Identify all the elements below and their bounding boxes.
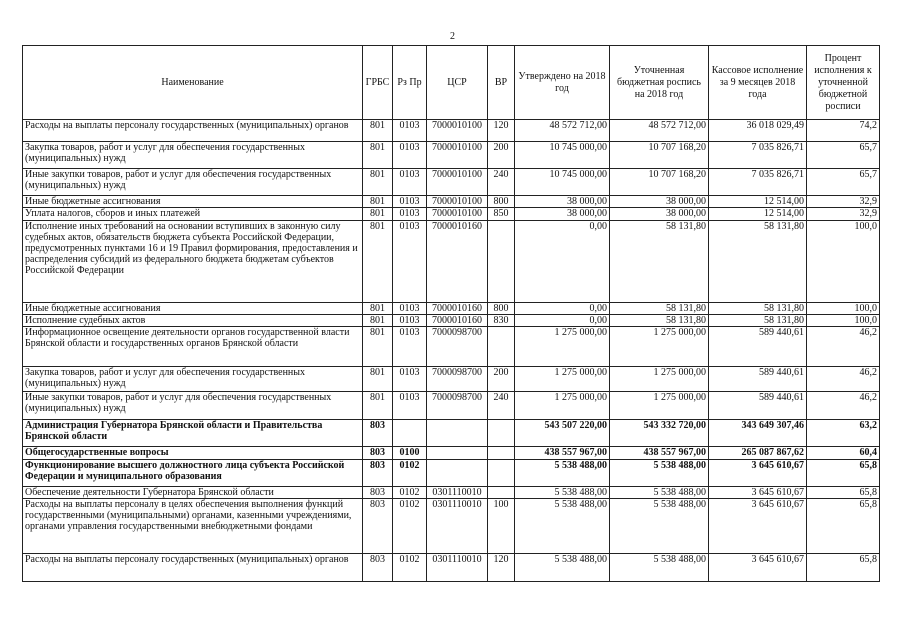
cell-vr: 200: [488, 142, 515, 169]
cell-name: Уплата налогов, сборов и иных платежей: [23, 208, 363, 221]
cell-approved: 0,00: [515, 221, 610, 303]
cell-cash: 12 514,00: [709, 196, 807, 208]
cell-name: Расходы на выплаты персоналу в целях обеспечения выполнения функций государственными (муниципальными) органами, казенными учреждениями, органами управления государственными внебюджетными фондами: [23, 499, 363, 554]
cell-percent: 65,7: [807, 142, 880, 169]
cell-csr: 7000010160: [427, 315, 488, 327]
cell-cash: 36 018 029,49: [709, 120, 807, 142]
cell-cash: 265 087 867,62: [709, 447, 807, 460]
cell-csr: 7000010100: [427, 169, 488, 196]
table-row: [23, 499, 880, 554]
cell-rz-pr: 0102: [393, 460, 427, 487]
cell-grbs: 801: [363, 315, 393, 327]
table-row: [23, 392, 880, 420]
cell-cash: 3 645 610,67: [709, 460, 807, 487]
table-row: [23, 367, 880, 392]
cell-name: Функционирование высшего должностного лица субъекта Российской Федерации и муниципального образования: [23, 460, 363, 487]
cell-cash: 58 131,80: [709, 315, 807, 327]
cell-refined: 1 275 000,00: [610, 367, 709, 392]
cell-refined: 5 538 488,00: [610, 499, 709, 554]
cell-approved: 1 275 000,00: [515, 367, 610, 392]
table-header-row: [23, 46, 880, 120]
cell-grbs: 801: [363, 392, 393, 420]
cell-grbs: 801: [363, 208, 393, 221]
cell-vr: [488, 460, 515, 487]
cell-percent: 100,0: [807, 315, 880, 327]
cell-refined: 48 572 712,00: [610, 120, 709, 142]
cell-cash: 58 131,80: [709, 303, 807, 315]
cell-approved: 10 745 000,00: [515, 142, 610, 169]
cell-percent: 100,0: [807, 303, 880, 315]
column-header-csr: ЦСР: [427, 46, 488, 120]
cell-csr: 7000010100: [427, 120, 488, 142]
cell-name: Обеспечение деятельности Губернатора Брянской области: [23, 487, 363, 499]
cell-csr: 7000010100: [427, 208, 488, 221]
cell-percent: 46,2: [807, 327, 880, 367]
cell-vr: 800: [488, 303, 515, 315]
cell-rz-pr: 0103: [393, 196, 427, 208]
cell-csr: 7000098700: [427, 392, 488, 420]
cell-grbs: 801: [363, 303, 393, 315]
cell-vr: 800: [488, 196, 515, 208]
cell-percent: 65,8: [807, 499, 880, 554]
cell-grbs: 803: [363, 499, 393, 554]
table-row: [23, 447, 880, 460]
cell-cash: 589 440,61: [709, 392, 807, 420]
cell-grbs: 803: [363, 487, 393, 499]
cell-grbs: 801: [363, 142, 393, 169]
cell-rz-pr: 0100: [393, 447, 427, 460]
cell-csr: 7000010100: [427, 196, 488, 208]
table-row: [23, 327, 880, 367]
cell-refined: 5 538 488,00: [610, 554, 709, 582]
cell-approved: 438 557 967,00: [515, 447, 610, 460]
cell-vr: [488, 221, 515, 303]
cell-refined: 10 707 168,20: [610, 169, 709, 196]
cell-name: Закупка товаров, работ и услуг для обеспечения государственных (муниципальных) нужд: [23, 367, 363, 392]
cell-approved: 543 507 220,00: [515, 420, 610, 447]
cell-grbs: 801: [363, 196, 393, 208]
cell-name: Информационное освещение деятельности органов государственной власти Брянской области и государственных органов Брянской области: [23, 327, 363, 367]
cell-name: Общегосударственные вопросы: [23, 447, 363, 460]
cell-rz-pr: 0103: [393, 303, 427, 315]
cell-percent: 46,2: [807, 367, 880, 392]
cell-vr: 240: [488, 392, 515, 420]
cell-name: Иные бюджетные ассигнования: [23, 303, 363, 315]
cell-rz-pr: 0102: [393, 487, 427, 499]
cell-grbs: 801: [363, 120, 393, 142]
cell-csr: [427, 460, 488, 487]
cell-cash: 343 649 307,46: [709, 420, 807, 447]
cell-percent: 65,8: [807, 487, 880, 499]
cell-cash: 589 440,61: [709, 327, 807, 367]
cell-percent: 74,2: [807, 120, 880, 142]
cell-name: Исполнение иных требований на основании вступивших в законную силу судебных актов, обязательств бюджета субъекта Российской Федерации, предусмотренных пунктами 16 и 19 Правил формирования, предоставления и распределения субсидий из федерального бюджета бюджетам субъектов Российской Федерации: [23, 221, 363, 303]
cell-percent: 63,2: [807, 420, 880, 447]
cell-vr: [488, 420, 515, 447]
column-header-refined: Уточненная бюджетная роспись на 2018 год: [610, 46, 709, 120]
cell-grbs: 801: [363, 327, 393, 367]
cell-percent: 32,9: [807, 196, 880, 208]
cell-csr: 0301110010: [427, 499, 488, 554]
cell-rz-pr: 0103: [393, 169, 427, 196]
cell-rz-pr: 0103: [393, 392, 427, 420]
cell-refined: 10 707 168,20: [610, 142, 709, 169]
cell-csr: 0301110010: [427, 554, 488, 582]
cell-approved: 5 538 488,00: [515, 499, 610, 554]
cell-rz-pr: 0103: [393, 327, 427, 367]
table-row: [23, 303, 880, 315]
cell-refined: 58 131,80: [610, 315, 709, 327]
cell-approved: 1 275 000,00: [515, 392, 610, 420]
cell-vr: 100: [488, 499, 515, 554]
cell-grbs: 803: [363, 554, 393, 582]
cell-vr: 830: [488, 315, 515, 327]
cell-name: Иные бюджетные ассигнования: [23, 196, 363, 208]
cell-cash: 12 514,00: [709, 208, 807, 221]
cell-refined: 38 000,00: [610, 196, 709, 208]
column-header-approved: Утверждено на 2018 год: [515, 46, 610, 120]
cell-vr: [488, 447, 515, 460]
table-row: [23, 487, 880, 499]
cell-csr: 7000010160: [427, 303, 488, 315]
cell-approved: 0,00: [515, 315, 610, 327]
cell-refined: 38 000,00: [610, 208, 709, 221]
cell-approved: 10 745 000,00: [515, 169, 610, 196]
cell-vr: 120: [488, 554, 515, 582]
cell-name: Закупка товаров, работ и услуг для обеспечения государственных (муниципальных) нужд: [23, 142, 363, 169]
cell-grbs: 803: [363, 460, 393, 487]
cell-vr: 240: [488, 169, 515, 196]
cell-csr: [427, 420, 488, 447]
cell-approved: 5 538 488,00: [515, 460, 610, 487]
budget-execution-table: [22, 45, 880, 582]
cell-approved: 1 275 000,00: [515, 327, 610, 367]
table-row: [23, 208, 880, 221]
table-row: [23, 554, 880, 582]
cell-percent: 65,7: [807, 169, 880, 196]
cell-csr: [427, 447, 488, 460]
cell-refined: 58 131,80: [610, 303, 709, 315]
cell-rz-pr: 0103: [393, 367, 427, 392]
cell-grbs: 803: [363, 447, 393, 460]
page-number: 2: [450, 31, 455, 42]
cell-refined: 58 131,80: [610, 221, 709, 303]
cell-percent: 32,9: [807, 208, 880, 221]
cell-rz-pr: 0102: [393, 499, 427, 554]
table-row: [23, 169, 880, 196]
cell-rz-pr: [393, 420, 427, 447]
cell-cash: 3 645 610,67: [709, 499, 807, 554]
cell-cash: 58 131,80: [709, 221, 807, 303]
cell-vr: 850: [488, 208, 515, 221]
column-header-name: Наименование: [23, 46, 363, 120]
column-header-rz-pr: Рз Пр: [393, 46, 427, 120]
cell-approved: 5 538 488,00: [515, 487, 610, 499]
cell-rz-pr: 0102: [393, 554, 427, 582]
cell-refined: 5 538 488,00: [610, 487, 709, 499]
cell-percent: 100,0: [807, 221, 880, 303]
cell-refined: 1 275 000,00: [610, 327, 709, 367]
cell-grbs: 803: [363, 420, 393, 447]
table-row: [23, 460, 880, 487]
cell-approved: 5 538 488,00: [515, 554, 610, 582]
cell-csr: 7000098700: [427, 367, 488, 392]
cell-cash: 589 440,61: [709, 367, 807, 392]
cell-csr: 7000098700: [427, 327, 488, 367]
cell-vr: [488, 327, 515, 367]
cell-refined: 543 332 720,00: [610, 420, 709, 447]
cell-rz-pr: 0103: [393, 315, 427, 327]
column-header-percent: Процент исполнения к уточненной бюджетной росписи: [807, 46, 880, 120]
cell-percent: 65,8: [807, 554, 880, 582]
cell-vr: [488, 487, 515, 499]
cell-refined: 438 557 967,00: [610, 447, 709, 460]
cell-name: Администрация Губернатора Брянской области и Правительства Брянской области: [23, 420, 363, 447]
cell-grbs: 801: [363, 221, 393, 303]
cell-cash: 3 645 610,67: [709, 554, 807, 582]
cell-csr: 7000010160: [427, 221, 488, 303]
cell-rz-pr: 0103: [393, 221, 427, 303]
table-body: [23, 120, 880, 582]
cell-name: Исполнение судебных актов: [23, 315, 363, 327]
cell-cash: 3 645 610,67: [709, 487, 807, 499]
cell-name: Расходы на выплаты персоналу государственных (муниципальных) органов: [23, 554, 363, 582]
cell-csr: 7000010100: [427, 142, 488, 169]
cell-name: Расходы на выплаты персоналу государственных (муниципальных) органов: [23, 120, 363, 142]
cell-percent: 65,8: [807, 460, 880, 487]
cell-approved: 48 572 712,00: [515, 120, 610, 142]
table-row: [23, 221, 880, 303]
cell-name: Иные закупки товаров, работ и услуг для обеспечения государственных (муниципальных) нужд: [23, 392, 363, 420]
table-row: [23, 142, 880, 169]
table-row: [23, 196, 880, 208]
cell-name: Иные закупки товаров, работ и услуг для обеспечения государственных (муниципальных) нужд: [23, 169, 363, 196]
cell-refined: 1 275 000,00: [610, 392, 709, 420]
cell-vr: 120: [488, 120, 515, 142]
cell-rz-pr: 0103: [393, 142, 427, 169]
cell-cash: 7 035 826,71: [709, 142, 807, 169]
cell-grbs: 801: [363, 367, 393, 392]
column-header-cash: Кассовое исполнение за 9 месяцев 2018 года: [709, 46, 807, 120]
column-header-vr: ВР: [488, 46, 515, 120]
cell-csr: 0301110010: [427, 487, 488, 499]
cell-rz-pr: 0103: [393, 208, 427, 221]
cell-rz-pr: 0103: [393, 120, 427, 142]
table-row: [23, 315, 880, 327]
table-row: [23, 420, 880, 447]
cell-approved: 38 000,00: [515, 208, 610, 221]
cell-approved: 0,00: [515, 303, 610, 315]
cell-grbs: 801: [363, 169, 393, 196]
cell-refined: 5 538 488,00: [610, 460, 709, 487]
table-row: [23, 120, 880, 142]
cell-approved: 38 000,00: [515, 196, 610, 208]
cell-cash: 7 035 826,71: [709, 169, 807, 196]
column-header-grbs: ГРБС: [363, 46, 393, 120]
cell-percent: 46,2: [807, 392, 880, 420]
cell-percent: 60,4: [807, 447, 880, 460]
cell-vr: 200: [488, 367, 515, 392]
